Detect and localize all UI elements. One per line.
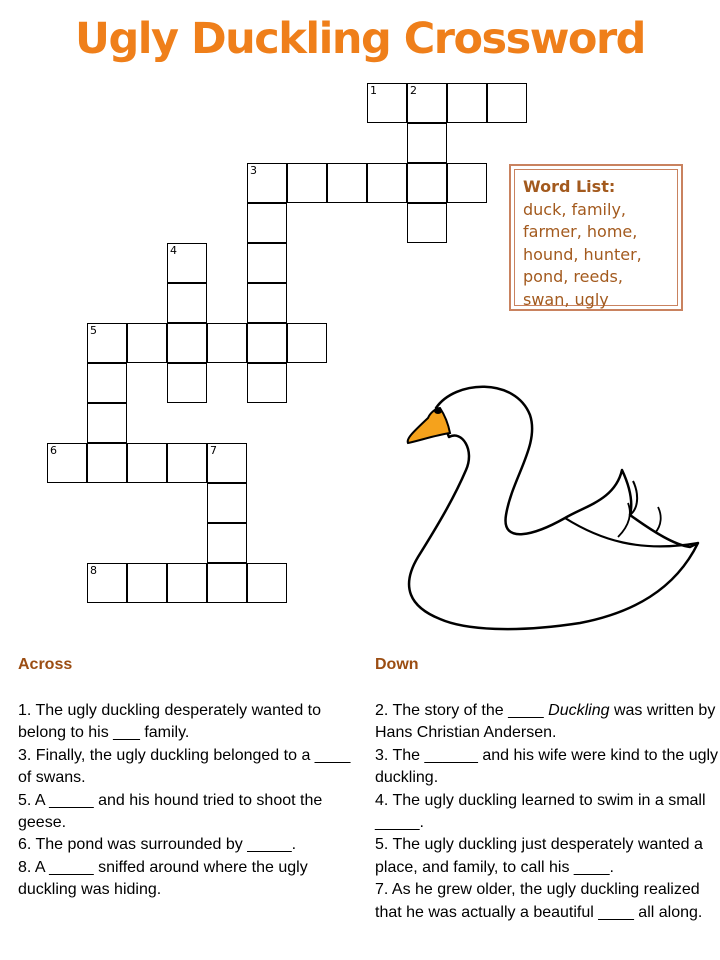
grid-cell[interactable] <box>407 203 447 243</box>
grid-cell[interactable] <box>247 283 287 323</box>
grid-cell[interactable] <box>127 443 167 483</box>
down-clue: 7. As he grew older, the ugly duckling realized that he was actually a beautiful ____ all along. <box>375 881 703 921</box>
grid-cell[interactable] <box>207 443 247 483</box>
across-heading: Across <box>18 656 73 673</box>
clue-number: 5 <box>90 324 97 337</box>
down-clue-2-end: was written by Hans Christian Andersen. <box>375 702 716 742</box>
word-list-line: farmer, home, <box>523 222 638 241</box>
grid-cell[interactable] <box>287 323 327 363</box>
grid-cell[interactable] <box>447 163 487 203</box>
grid-cell[interactable] <box>87 563 127 603</box>
grid-cell[interactable] <box>87 403 127 443</box>
grid-cell[interactable] <box>487 83 527 123</box>
grid-cell[interactable] <box>207 323 247 363</box>
across-clue-list <box>18 700 358 902</box>
swan-body-outline <box>409 387 698 629</box>
grid-cell[interactable] <box>207 523 247 563</box>
grid-cell[interactable] <box>167 323 207 363</box>
down-clue-list <box>375 700 720 924</box>
grid-cell[interactable] <box>47 443 87 483</box>
across-clue: 6. The pond was surrounded by _____. <box>18 836 297 854</box>
across-clue: 5. A _____ and his hound tried to shoot the geese. <box>18 791 323 832</box>
clue-number: 8 <box>90 564 97 577</box>
grid-cell[interactable] <box>247 323 287 363</box>
swan-wing-feather <box>655 507 661 533</box>
down-clue: 3. The ______ and his wife were kind to the ugly duckling. <box>375 746 719 787</box>
clue-number: 1 <box>370 84 377 97</box>
clue-number: 2 <box>410 84 417 97</box>
word-list-box <box>509 164 683 311</box>
word-list-line: pond, reeds, <box>523 267 623 286</box>
across-clue: 8. A _____ sniffed around where the ugly duckling was hiding. <box>18 858 308 899</box>
grid-cell[interactable] <box>407 83 447 123</box>
grid-cell[interactable] <box>127 323 167 363</box>
down-clue: 5. The ugly duckling just desperately wanted a place, and family, to call his ____. <box>375 836 703 876</box>
clue-number: 3 <box>250 164 257 177</box>
grid-cell[interactable] <box>127 563 167 603</box>
down-clue <box>375 700 720 745</box>
clue-number: 4 <box>170 244 177 257</box>
word-list-content <box>514 169 678 309</box>
grid-cell[interactable] <box>87 323 127 363</box>
grid-cell[interactable] <box>167 283 207 323</box>
word-list-line: duck, family, <box>523 199 626 219</box>
across-clue: 1. The ugly duckling desperately wanted to belong to his ___ family. <box>18 702 322 742</box>
grid-cell[interactable] <box>367 163 407 203</box>
grid-cell[interactable] <box>327 163 367 203</box>
grid-cell[interactable] <box>207 483 247 523</box>
down-heading: Down <box>375 656 419 673</box>
grid-cell[interactable] <box>247 363 287 403</box>
swan-beak <box>408 408 450 443</box>
word-list-line: swan, ugly <box>523 289 609 309</box>
clue-number: 6 <box>50 444 57 457</box>
grid-cell[interactable] <box>167 363 207 403</box>
grid-cell[interactable] <box>247 163 287 203</box>
across-clue: 3. Finally, the ugly duckling belonged to a ____ of swans. <box>18 746 351 787</box>
word-list-title: Word List: <box>523 177 616 196</box>
down-clue-2-title: Duckling <box>548 702 610 719</box>
clue-number: 7 <box>210 444 217 457</box>
grid-cell[interactable] <box>167 243 207 283</box>
page-title: Ugly Duckling Crossword <box>75 14 645 64</box>
down-clue-2-start: 2. The story of the ____ <box>375 702 549 719</box>
swan-icon <box>400 375 710 640</box>
grid-cell[interactable] <box>447 83 487 123</box>
grid-cell[interactable] <box>367 83 407 123</box>
grid-cell[interactable] <box>407 123 447 163</box>
grid-cell[interactable] <box>407 163 447 203</box>
grid-cell[interactable] <box>247 243 287 283</box>
grid-cell[interactable] <box>287 163 327 203</box>
word-list-line: hound, hunter, <box>523 244 642 264</box>
grid-cell[interactable] <box>167 443 207 483</box>
grid-cell[interactable] <box>247 563 287 603</box>
grid-cell[interactable] <box>87 443 127 483</box>
grid-cell[interactable] <box>167 563 207 603</box>
down-clue: 4. The ugly duckling learned to swim in a small _____. <box>375 791 706 832</box>
grid-cell[interactable] <box>87 363 127 403</box>
grid-cell[interactable] <box>207 563 247 603</box>
grid-cell[interactable] <box>247 203 287 243</box>
swan-eye <box>434 408 442 414</box>
